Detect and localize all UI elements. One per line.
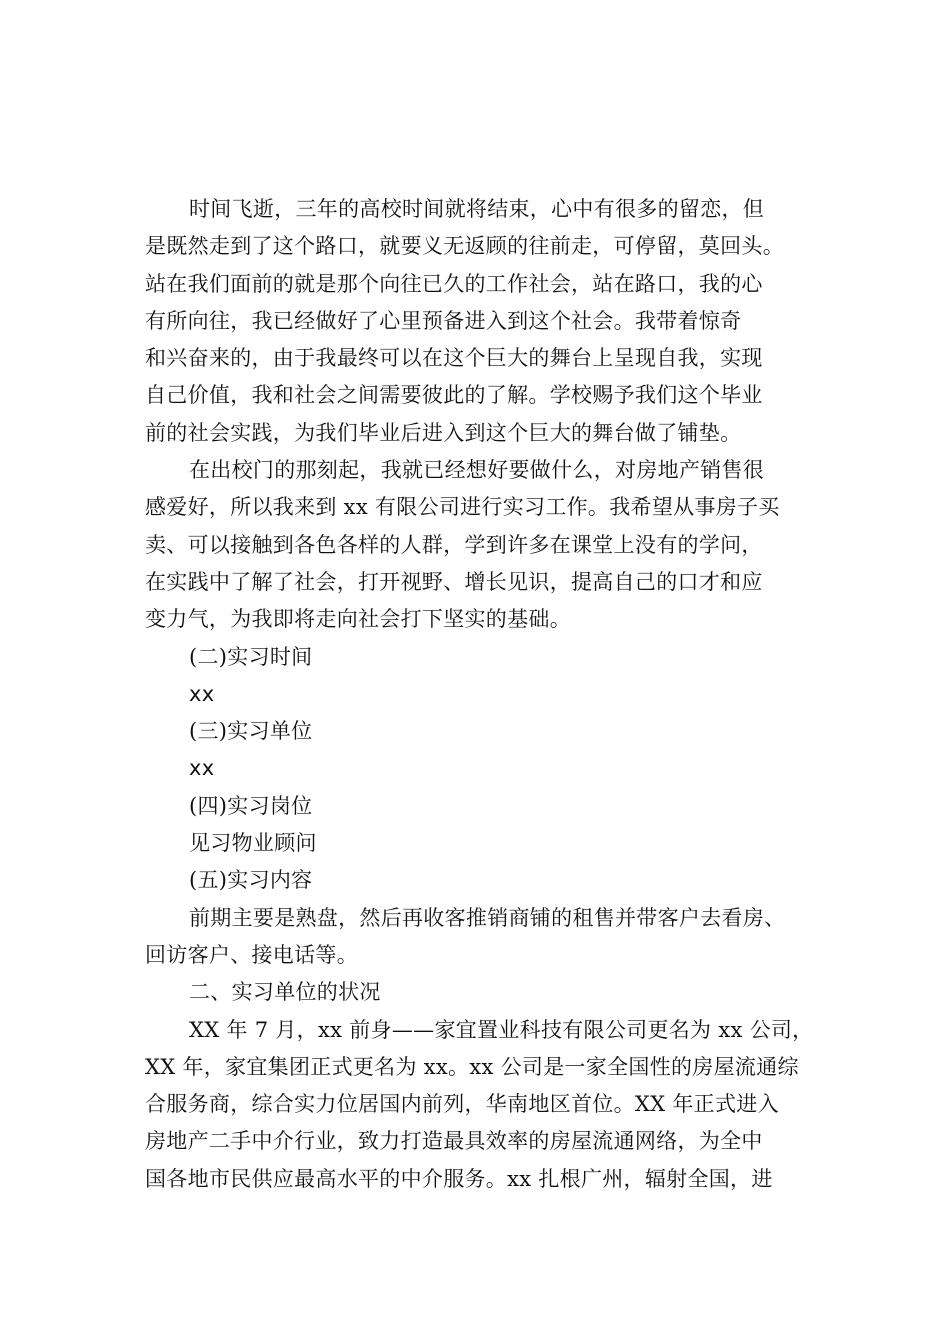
paragraph-line: 卖、可以接触到各色各样的人群，学到许多在课堂上没有的学问， [145, 532, 763, 557]
paragraph-line: XX 年，家宜集团正式更名为 xx。xx 公司是一家全国性的房屋流通综 [145, 1054, 799, 1079]
section-value: 见习物业顾问 [189, 831, 317, 856]
paragraph-line: 感爱好，所以我来到 xx 有限公司进行实习工作。我希望从事房子买 [145, 495, 780, 520]
paragraph-line: 站在我们面前的就是那个向往已久的工作社会，站在路口，我的心 [145, 271, 763, 296]
paragraph-line: 在实践中了解了社会，打开视野、增长见识，提高自己的口才和应 [145, 569, 763, 594]
section-heading: (二)实习时间 [189, 644, 313, 669]
paragraph-line: 在出校门的那刻起，我就已经想好要做什么，对房地产销售很 [189, 458, 765, 483]
paragraph-line: 合服务商，综合实力位居国内前列，华南地区首位。XX 年正式进入 [145, 1092, 779, 1117]
section-heading: (三)实习单位 [189, 719, 313, 744]
paragraph-line: 时间飞逝，三年的高校时间就将结束，心中有很多的留恋，但 [189, 197, 765, 221]
paragraph-line: 自己价值，我和社会之间需要彼此的了解。学校赐予我们这个毕业 [145, 383, 763, 408]
body-text [145, 191, 835, 1198]
paragraph-line: XX 年 7 月，xx 前身——家宜置业科技有限公司更名为 xx 公司， [189, 1017, 814, 1042]
paragraph-line: 房地产二手中介行业，致力打造最具效率的房屋流通网络，为全中 [145, 1129, 763, 1154]
paragraph-line: 前的社会实践，为我们毕业后进入到这个巨大的舞台做了铺垫。 [145, 420, 742, 445]
paragraph-line: 变力气，为我即将走向社会打下坚实的基础。 [145, 607, 571, 632]
section-heading: 二、实习单位的状况 [189, 980, 381, 1005]
paragraph-line: 和兴奋来的，由于我最终可以在这个巨大的舞台上呈现自我，实现 [145, 346, 763, 371]
paragraph-line: 前期主要是熟盘，然后再收客推销商铺的租售并带客户去看房、 [189, 905, 786, 930]
section-value: xx [189, 681, 215, 706]
section-value: xx [189, 756, 215, 781]
paragraph-line: 是既然走到了这个路口，就要义无返顾的往前走，可停留，莫回头。 [145, 234, 784, 259]
paragraph-line: 有所向往，我已经做好了心里预备进入到这个社会。我带着惊奇 [145, 308, 742, 333]
paragraph-line: 国各地市民供应最高水平的中介服务。xx 扎根广州，辐射全国，进 [145, 1166, 773, 1191]
section-heading: (五)实习内容 [189, 868, 313, 893]
section-heading: (四)实习岗位 [189, 793, 313, 818]
paragraph-line: 回访客户、接电话等。 [145, 942, 358, 967]
